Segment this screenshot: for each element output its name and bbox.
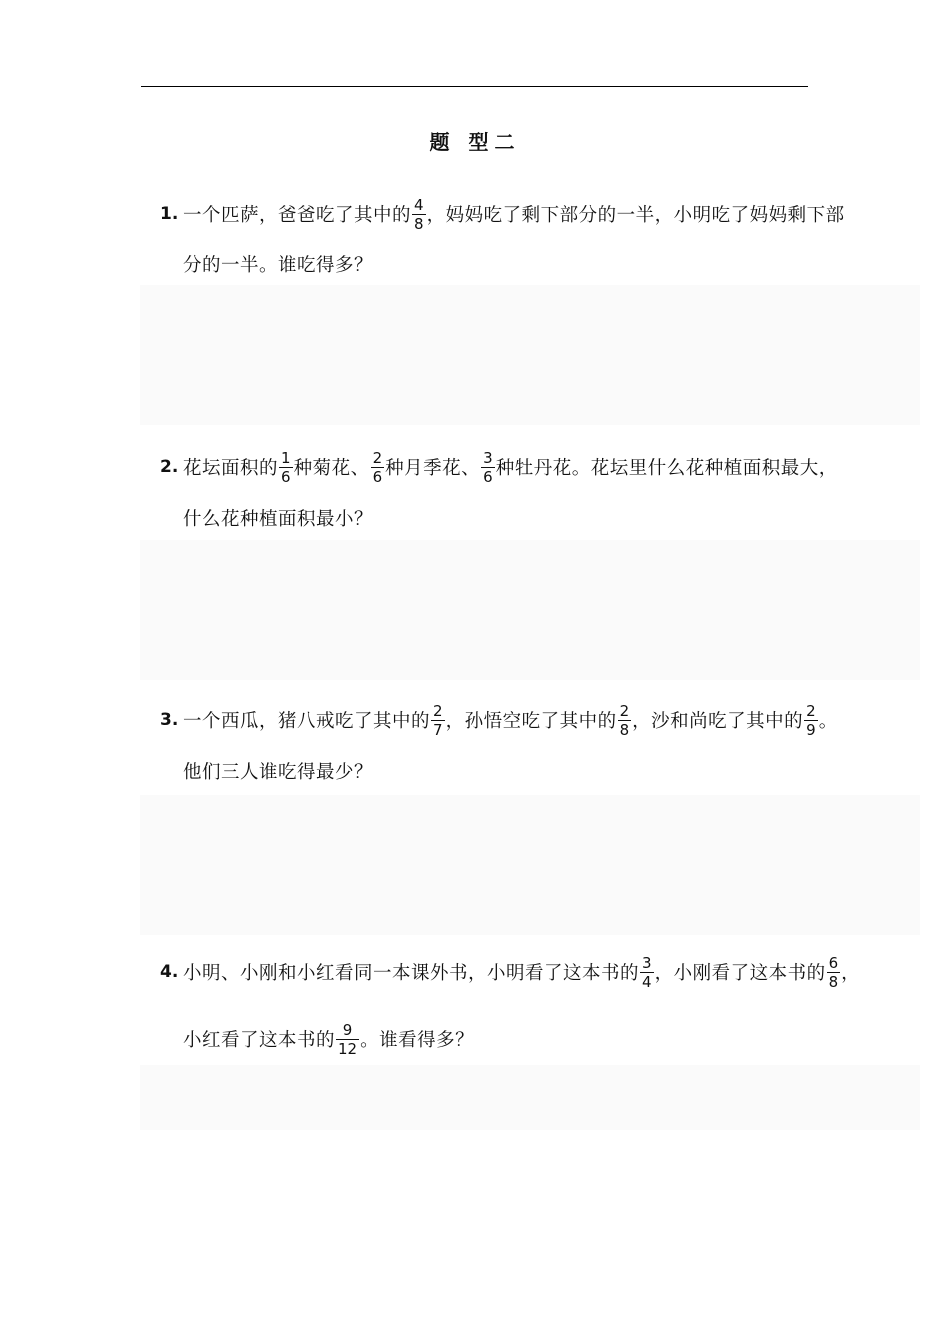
fraction-denominator: 9 — [806, 720, 816, 739]
fraction-numerator: 2 — [619, 701, 630, 720]
question-number: 3. — [160, 710, 179, 730]
question-1-line-1 — [160, 194, 845, 234]
fraction-denominator: 6 — [372, 467, 383, 486]
question-text: 分的一半。谁吃得多？ — [183, 255, 374, 276]
question-text: ，妈妈吃了剩下部分的一半，小明吃了妈妈剩下部 — [426, 205, 845, 226]
question-text: 小明、小刚和小红看同一本课外书，小明看了这本书的 — [183, 963, 640, 984]
question-text: 。 — [818, 711, 838, 732]
fraction-numerator: 3 — [483, 448, 493, 467]
fraction-numerator: 2 — [806, 701, 816, 720]
answer-space-3 — [140, 795, 920, 935]
fraction — [336, 1022, 359, 1057]
fraction — [804, 703, 818, 738]
fraction — [827, 955, 841, 990]
question-number: 4. — [160, 962, 179, 982]
fraction-denominator: 12 — [338, 1039, 358, 1058]
fraction — [431, 703, 445, 738]
question-text: 种菊花、 — [293, 458, 370, 479]
question-3-line-2 — [183, 751, 373, 791]
fraction — [412, 197, 426, 232]
fraction — [481, 450, 495, 485]
fraction-denominator: 6 — [483, 467, 493, 486]
question-text: 花坛面积的 — [183, 458, 279, 479]
question-text: ，沙和尚吃了其中的 — [632, 711, 804, 732]
question-number: 2. — [160, 457, 179, 477]
question-4-line-2 — [183, 1019, 474, 1059]
fraction-numerator: 2 — [433, 701, 443, 720]
answer-space-4 — [140, 1065, 920, 1130]
fraction-denominator: 8 — [619, 720, 630, 739]
answer-space-2 — [140, 540, 920, 680]
fraction-numerator: 2 — [372, 448, 383, 467]
question-text: ， — [841, 963, 861, 984]
answer-space-1 — [140, 285, 920, 425]
question-text: 一个匹萨，爸爸吃了其中的 — [183, 205, 412, 226]
question-text: 种牡丹花。花坛里什么花种植面积最大， — [495, 458, 838, 479]
section-title: 题 型二 — [429, 130, 521, 154]
question-text: ，孙悟空吃了其中的 — [445, 711, 617, 732]
fraction — [640, 955, 654, 990]
fraction-denominator: 7 — [433, 720, 443, 739]
fraction-denominator: 4 — [642, 972, 652, 991]
fraction — [618, 703, 632, 738]
question-text: 他们三人谁吃得最少？ — [183, 762, 374, 783]
question-text: 什么花种植面积最小？ — [183, 509, 374, 530]
fraction-numerator: 3 — [642, 953, 652, 972]
question-2-line-2 — [183, 498, 373, 538]
question-text: 。谁看得多？ — [360, 1030, 475, 1051]
question-text: 小红看了这本书的 — [183, 1030, 336, 1051]
question-text: 种月季花、 — [385, 458, 481, 479]
fraction — [371, 450, 385, 485]
fraction-numerator: 9 — [342, 1020, 353, 1039]
fraction-numerator: 6 — [828, 953, 839, 972]
question-number: 1. — [160, 204, 179, 224]
question-3-line-1 — [160, 700, 838, 740]
fraction-denominator: 6 — [281, 467, 291, 486]
fraction-denominator: 8 — [414, 214, 424, 233]
question-2-line-1 — [160, 447, 838, 487]
header-rule — [141, 86, 808, 87]
fraction-numerator: 1 — [281, 448, 291, 467]
question-text: ，小刚看了这本书的 — [654, 963, 826, 984]
question-4-line-1 — [160, 952, 860, 992]
fraction-numerator: 4 — [414, 195, 424, 214]
fraction — [279, 450, 293, 485]
question-1-line-2 — [183, 244, 373, 284]
fraction-denominator: 8 — [828, 972, 839, 991]
question-text: 一个西瓜，猪八戒吃了其中的 — [183, 711, 431, 732]
